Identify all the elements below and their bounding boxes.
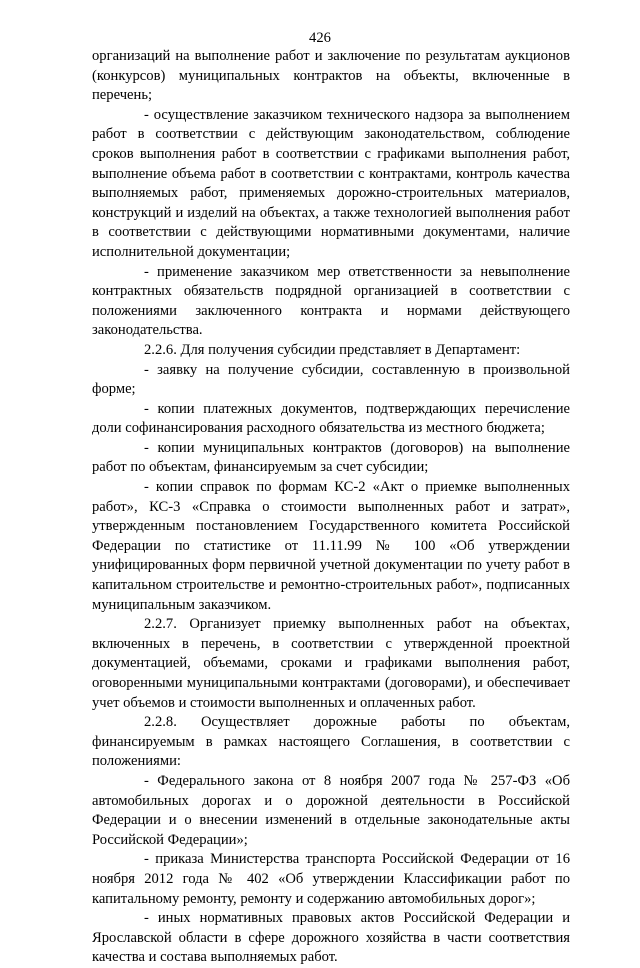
paragraph-continuation: организаций на выполнение работ и заключение по результатам аукционов (конкурсов) муниципальных контрактов на объекты, включенные в перечень; — [92, 48, 570, 104]
clause-2-2-7: 2.2.7. Организует приемку выполненных работ на объектах, включенных в перечень, в соответствии с утвержденной проектной документацией, объемами, сроками и графиками выполнения работ, оговоренными муниципальными контрактами (договорами), и обеспечивает учет объемов и стоимости выполненных и оплаченных работ. — [92, 616, 570, 711]
list-item-liability-measures: - применение заказчиком мер ответственности за невыполнение контрактных обязательств подрядной организацией в соответствии с положениями заключенного контракта и нормами действующего законодательства. — [92, 263, 570, 339]
page-number: 426 — [309, 30, 331, 46]
list-item-contract-copies: - копии муниципальных контрактов (договоров) на выполнение работ по объектам, финансируемым за счет субсидии; — [92, 439, 570, 476]
list-item-federal-law: - Федерального закона от 8 ноября 2007 года № 257-ФЗ «Об автомобильных дорогах и о дорожной деятельности в Российской Федерации и о внесении изменений в отдельные законодательные акты Российской Федерации»; — [92, 772, 570, 848]
clause-2-2-8: 2.2.8. Осуществляет дорожные работы по объектам, финансируемым в рамках настоящего Соглашения, в соответствии с положениями: — [92, 714, 570, 770]
list-item-ministry-order: - приказа Министерства транспорта Российской Федерации от 16 ноября 2012 года № 402 «Об утверждении Классификации работ по капитальному ремонту, ремонту и содержанию автомобильных дорог»; — [92, 851, 570, 907]
list-item-other-acts: - иных нормативных правовых актов Российской Федерации и Ярославской области в сфере дорожного хозяйства в части соответствия качества и состава выполняемых работ. — [92, 910, 570, 966]
list-item-ks-forms: - копии справок по формам КС-2 «Акт о приемке выполненных работ», КС-3 «Справка о стоимости выполненных работ и затрат», утвержденным постановлением Государственного комитета Российской Федерации по статистике от 11.11.99 № 100 «Об утверждении унифицированных форм первичной учетной документации по учету работ в капитальном строительстве и ремонтно-строительных работ», подписанных муниципальным заказчиком. — [92, 479, 570, 613]
list-item-subsidy-application: - заявку на получение субсидии, составленную в произвольной форме; — [92, 361, 570, 398]
document-body — [92, 47, 570, 968]
list-item-payment-documents: - копии платежных документов, подтверждающих перечисление доли софинансирования расходного обязательства из местного бюджета; — [92, 400, 570, 437]
list-item-technical-supervision: - осуществление заказчиком технического надзора за выполнением работ в соответствии с действующим законодательством, соблюдение сроков выполнения работ в соответствии с графиками выполнения работ, выполнение объема работ в соответствии с контрактами, контроль качества выполняемых работ, применяемых дорожно-строительных материалов, конструкций и изделий на объектах, а также технологией выполнения работ в соответствии с действующими нормативными документами, наличие исполнительной документации; — [92, 106, 570, 260]
clause-2-2-6: 2.2.6. Для получения субсидии представляет в Департамент: — [144, 341, 521, 358]
